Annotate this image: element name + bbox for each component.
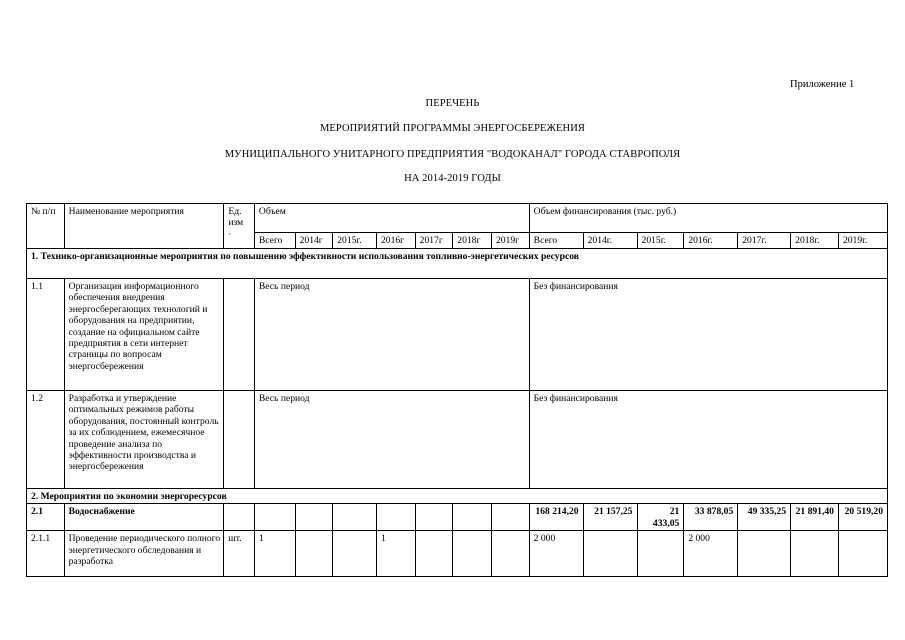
- row-no: 2.1.1: [27, 531, 65, 577]
- fin-2018: 21 891,40: [791, 504, 839, 531]
- col-header-volume: Объем: [254, 204, 529, 233]
- vol-cell: [333, 504, 377, 531]
- row-unit: [224, 504, 255, 531]
- fin-year-header: 2019г.: [838, 233, 887, 249]
- fin-year-header: 2015г.: [637, 233, 684, 249]
- fin-2016: 2 000: [684, 531, 738, 577]
- vol-cell: [453, 531, 492, 577]
- vol-year-header: 2018г: [453, 233, 492, 249]
- col-header-unit-mark: ·: [228, 228, 232, 239]
- fin-2014: 21 157,25: [583, 504, 637, 531]
- row-name: Разработка и утверждение оптимальных режимов работы оборудования, постоянный контроль за их соблюдением, ежемесячное проведение анализа по эффективности производства и энергосбережения: [64, 391, 224, 489]
- vol-year-header: Всего: [254, 233, 295, 249]
- col-header-unit: [224, 204, 255, 249]
- vol-cell: [491, 531, 529, 577]
- vol-year-header: 2017г: [415, 233, 453, 249]
- col-header-unit-label: Ед. изм: [228, 206, 244, 229]
- table-header-row: [27, 204, 888, 233]
- vol-cell: [491, 504, 529, 531]
- fin-year-header: 2018г.: [791, 233, 839, 249]
- vol-year-header: 2015г.: [333, 233, 377, 249]
- row-finance: Без финансирования: [529, 279, 887, 391]
- row-no: 1.1: [27, 279, 65, 391]
- table-row-2-1: [27, 504, 888, 531]
- vol-cell: [415, 504, 453, 531]
- table-row-1-1: [27, 279, 888, 391]
- doc-subtitle-3: НА 2014-2019 ГОДЫ: [404, 173, 501, 184]
- row-name: Организация информационного обеспечения внедрения энергосберегающих технологий и оборудования на предприятии, создание на официальном сайте предприятия в сети интернет страницы по вопросам энергосбережения: [64, 279, 224, 391]
- row-name: Проведение периодического полного энергетического обследования и разработка: [64, 531, 224, 577]
- row-unit: [224, 391, 255, 489]
- row-name: Водоснабжение: [64, 504, 224, 531]
- fin-cell: [583, 531, 637, 577]
- vol-year-header: 2019г: [491, 233, 529, 249]
- section-row-2: [27, 489, 888, 504]
- vol-cell: [376, 504, 415, 531]
- table-row-2-1-1: [27, 531, 888, 577]
- vol-2016: 1: [376, 531, 415, 577]
- measures-table: [26, 203, 888, 577]
- fin-cell: [738, 531, 791, 577]
- vol-total: 1: [254, 531, 295, 577]
- fin-2015: 21 433,05: [637, 504, 684, 531]
- doc-subtitle-1: МЕРОПРИЯТИЙ ПРОГРАММЫ ЭНЕРГОСБЕРЕЖЕНИЯ: [319, 123, 586, 134]
- vol-cell: [295, 531, 333, 577]
- row-finance: Без финансирования: [529, 391, 887, 489]
- row-no: 1.2: [27, 391, 65, 489]
- row-unit: [224, 279, 255, 391]
- section-row-1: [27, 249, 888, 279]
- vol-year-header: 2014г: [295, 233, 333, 249]
- vol-cell: [295, 504, 333, 531]
- doc-title: ПЕРЕЧЕНЬ: [425, 98, 480, 109]
- fin-cell: [791, 531, 839, 577]
- fin-2019: 20 519,20: [838, 504, 887, 531]
- fin-total: 168 214,20: [529, 504, 583, 531]
- vol-year-header: 2016г: [376, 233, 415, 249]
- row-no: 2.1: [27, 504, 65, 531]
- fin-year-header: 2016г.: [684, 233, 738, 249]
- row-unit: шт.: [224, 531, 255, 577]
- section-title-2: 2. Мероприятия по экономии энергоресурсов: [27, 489, 888, 504]
- vol-cell: [254, 504, 295, 531]
- vol-cell: [333, 531, 377, 577]
- fin-2016: 33 878,05: [684, 504, 738, 531]
- col-header-no: № п/п: [27, 204, 65, 249]
- row-volume: Весь период: [254, 391, 529, 489]
- vol-cell: [415, 531, 453, 577]
- col-header-name: Наименование мероприятия: [64, 204, 224, 249]
- fin-cell: [838, 531, 887, 577]
- fin-total: 2 000: [529, 531, 583, 577]
- fin-cell: [637, 531, 684, 577]
- doc-subtitle-2: МУНИЦИПАЛЬНОГО УНИТАРНОГО ПРЕДПРИЯТИЯ "ВОДОКАНАЛ" ГОРОДА СТАВРОПОЛЯ: [224, 149, 681, 160]
- fin-2017: 49 335,25: [738, 504, 791, 531]
- fin-year-header: 2017г.: [738, 233, 791, 249]
- fin-year-header: Всего: [529, 233, 583, 249]
- table-row-1-2: [27, 391, 888, 489]
- fin-year-header: 2014г.: [583, 233, 637, 249]
- appendix-label: Приложение 1: [790, 79, 855, 90]
- section-title-1: 1. Технико-организационные мероприятия по повышению эффективности использования топливно-энергетических ресурсов: [27, 249, 888, 279]
- col-header-finance: Объем финансирования (тыс. руб.): [529, 204, 887, 233]
- vol-cell: [453, 504, 492, 531]
- row-volume: Весь период: [254, 279, 529, 391]
